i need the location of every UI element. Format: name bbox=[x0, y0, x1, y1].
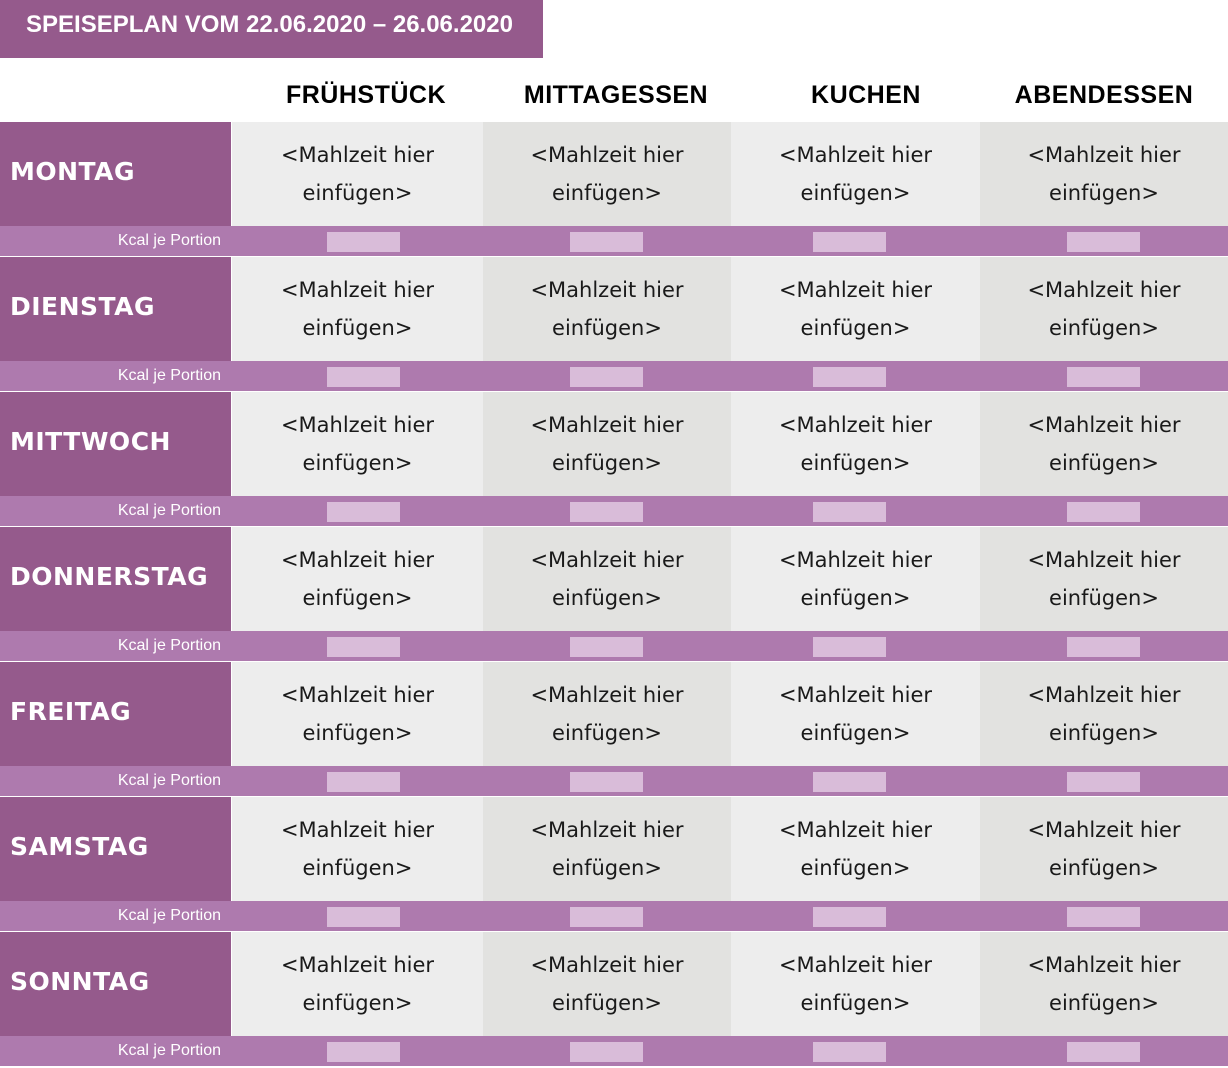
meal-placeholder-line2: einfügen> bbox=[800, 856, 911, 880]
meal-cell-samstag-abendessen[interactable] bbox=[980, 797, 1228, 901]
meal-placeholder-line2: einfügen> bbox=[302, 856, 413, 880]
meal-placeholder-line1: <Mahlzeit hier bbox=[778, 953, 933, 977]
meal-placeholder-line1: <Mahlzeit hier bbox=[280, 953, 435, 977]
meal-placeholder-line2: einfügen> bbox=[800, 721, 911, 745]
meal-placeholder-line1: <Mahlzeit hier bbox=[1027, 143, 1181, 167]
meal-placeholder-line2: einfügen> bbox=[800, 991, 911, 1015]
meal-placeholder-line1: <Mahlzeit hier bbox=[280, 143, 435, 167]
meal-placeholder-line1: <Mahlzeit hier bbox=[280, 548, 435, 572]
kcal-label: Kcal je Portion bbox=[117, 367, 221, 384]
meal-cell-sonntag-mittagessen[interactable] bbox=[483, 932, 731, 1036]
kcal-input-samstag-abendessen[interactable] bbox=[1067, 907, 1140, 927]
meal-placeholder-line2: einfügen> bbox=[1049, 181, 1159, 205]
meal-cell-samstag-mittagessen[interactable] bbox=[483, 797, 731, 901]
meal-placeholder-line2: einfügen> bbox=[302, 316, 413, 340]
kcal-input-donnerstag-mittagessen[interactable] bbox=[570, 637, 643, 657]
kcal-row-sonntag bbox=[0, 1036, 1228, 1066]
meal-cell-dienstag-abendessen[interactable] bbox=[980, 257, 1228, 361]
meal-placeholder-line2: einfügen> bbox=[302, 181, 413, 205]
meal-placeholder-line2: einfügen> bbox=[302, 451, 413, 475]
kcal-label: Kcal je Portion bbox=[117, 232, 221, 249]
meal-placeholder-line2: einfügen> bbox=[302, 586, 413, 610]
kcal-label: Kcal je Portion bbox=[117, 637, 221, 654]
kcal-input-montag-kuchen[interactable] bbox=[813, 232, 886, 252]
meal-placeholder-line2: einfügen> bbox=[302, 721, 413, 745]
kcal-input-freitag-mittagessen[interactable] bbox=[570, 772, 643, 792]
meal-cell-montag-fruehstueck[interactable] bbox=[232, 122, 483, 226]
meal-placeholder-line2: einfügen> bbox=[1049, 586, 1159, 610]
kcal-input-sonntag-abendessen[interactable] bbox=[1067, 1042, 1140, 1062]
kcal-input-samstag-mittagessen[interactable] bbox=[570, 907, 643, 927]
meal-placeholder-line1: <Mahlzeit hier bbox=[1027, 278, 1181, 302]
meal-cell-freitag-mittagessen[interactable] bbox=[483, 662, 731, 766]
day-label-montag: MONTAG bbox=[0, 122, 231, 226]
kcal-input-dienstag-mittagessen[interactable] bbox=[570, 367, 643, 387]
meal-placeholder-line2: einfügen> bbox=[1049, 721, 1159, 745]
day-label-freitag: FREITAG bbox=[0, 662, 231, 766]
kcal-input-freitag-fruehstueck[interactable] bbox=[327, 772, 400, 792]
meal-placeholder-line1: <Mahlzeit hier bbox=[778, 143, 933, 167]
kcal-input-freitag-kuchen[interactable] bbox=[813, 772, 886, 792]
kcal-input-donnerstag-kuchen[interactable] bbox=[813, 637, 886, 657]
meal-placeholder-line1: <Mahlzeit hier bbox=[1027, 548, 1181, 572]
meal-placeholder-line1: <Mahlzeit hier bbox=[530, 953, 684, 977]
meal-placeholder-line2: einfügen> bbox=[552, 856, 662, 880]
kcal-input-samstag-fruehstueck[interactable] bbox=[327, 907, 400, 927]
day-label-samstag: SAMSTAG bbox=[0, 797, 231, 901]
meal-cell-freitag-kuchen[interactable] bbox=[731, 662, 980, 766]
meal-placeholder-line1: <Mahlzeit hier bbox=[280, 278, 435, 302]
meal-placeholder-line1: <Mahlzeit hier bbox=[778, 818, 933, 842]
meal-cell-mittwoch-fruehstueck[interactable] bbox=[232, 392, 483, 496]
meal-placeholder-line1: <Mahlzeit hier bbox=[1027, 953, 1181, 977]
meal-placeholder-line2: einfügen> bbox=[800, 451, 911, 475]
meal-placeholder-line1: <Mahlzeit hier bbox=[1027, 818, 1181, 842]
kcal-input-mittwoch-kuchen[interactable] bbox=[813, 502, 886, 522]
day-label-mittwoch: MITTWOCH bbox=[0, 392, 231, 496]
meal-cell-donnerstag-mittagessen[interactable] bbox=[483, 527, 731, 631]
kcal-input-sonntag-fruehstueck[interactable] bbox=[327, 1042, 400, 1062]
kcal-input-montag-mittagessen[interactable] bbox=[570, 232, 643, 252]
page-title: SPEISEPLAN VOM 22.06.2020 – 26.06.2020 bbox=[0, 0, 543, 58]
meal-placeholder-line1: <Mahlzeit hier bbox=[280, 413, 435, 437]
meal-placeholder-line1: <Mahlzeit hier bbox=[280, 818, 435, 842]
meal-cell-samstag-kuchen[interactable] bbox=[731, 797, 980, 901]
meal-cell-sonntag-abendessen[interactable] bbox=[980, 932, 1228, 1036]
meal-placeholder-line2: einfügen> bbox=[552, 181, 662, 205]
meal-cell-montag-kuchen[interactable] bbox=[731, 122, 980, 226]
day-label-donnerstag: DONNERSTAG bbox=[0, 527, 231, 631]
meal-placeholder-line2: einfügen> bbox=[302, 991, 413, 1015]
kcal-input-donnerstag-abendessen[interactable] bbox=[1067, 637, 1140, 657]
meal-cell-montag-abendessen[interactable] bbox=[980, 122, 1228, 226]
kcal-input-dienstag-kuchen[interactable] bbox=[813, 367, 886, 387]
meal-cell-montag-mittagessen[interactable] bbox=[483, 122, 731, 226]
kcal-input-dienstag-fruehstueck[interactable] bbox=[327, 367, 400, 387]
column-header-fruehstueck: FRÜHSTÜCK bbox=[285, 81, 447, 109]
kcal-input-samstag-kuchen[interactable] bbox=[813, 907, 886, 927]
meal-placeholder-line2: einfügen> bbox=[552, 316, 662, 340]
kcal-input-montag-abendessen[interactable] bbox=[1067, 232, 1140, 252]
column-header-kuchen: KUCHEN bbox=[811, 81, 921, 109]
meal-placeholder-line1: <Mahlzeit hier bbox=[530, 278, 684, 302]
meal-placeholder-line2: einfügen> bbox=[800, 181, 911, 205]
kcal-row-donnerstag bbox=[0, 631, 1228, 661]
meal-cell-dienstag-mittagessen[interactable] bbox=[483, 257, 731, 361]
kcal-input-mittwoch-mittagessen[interactable] bbox=[570, 502, 643, 522]
kcal-input-mittwoch-abendessen[interactable] bbox=[1067, 502, 1140, 522]
kcal-label: Kcal je Portion bbox=[117, 502, 221, 519]
kcal-input-donnerstag-fruehstueck[interactable] bbox=[327, 637, 400, 657]
meal-cell-mittwoch-abendessen[interactable] bbox=[980, 392, 1228, 496]
meal-placeholder-line1: <Mahlzeit hier bbox=[778, 413, 933, 437]
meal-placeholder-line1: <Mahlzeit hier bbox=[530, 548, 684, 572]
meal-cell-mittwoch-mittagessen[interactable] bbox=[483, 392, 731, 496]
meal-cell-dienstag-fruehstueck[interactable] bbox=[232, 257, 483, 361]
kcal-input-sonntag-kuchen[interactable] bbox=[813, 1042, 886, 1062]
meal-cell-mittwoch-kuchen[interactable] bbox=[731, 392, 980, 496]
kcal-input-freitag-abendessen[interactable] bbox=[1067, 772, 1140, 792]
day-label-sonntag: SONNTAG bbox=[0, 932, 231, 1036]
meal-placeholder-line2: einfügen> bbox=[1049, 316, 1159, 340]
meal-placeholder-line2: einfügen> bbox=[800, 316, 911, 340]
meal-placeholder-line1: <Mahlzeit hier bbox=[280, 683, 435, 707]
meal-placeholder-line1: <Mahlzeit hier bbox=[530, 143, 684, 167]
kcal-input-sonntag-mittagessen[interactable] bbox=[570, 1042, 643, 1062]
kcal-input-dienstag-abendessen[interactable] bbox=[1067, 367, 1140, 387]
kcal-row-mittwoch bbox=[0, 496, 1228, 526]
kcal-label: Kcal je Portion bbox=[117, 772, 221, 789]
meal-placeholder-line2: einfügen> bbox=[800, 586, 911, 610]
meal-placeholder-line2: einfügen> bbox=[552, 586, 662, 610]
day-label-dienstag: DIENSTAG bbox=[0, 257, 231, 361]
kcal-label: Kcal je Portion bbox=[117, 907, 221, 924]
meal-placeholder-line2: einfügen> bbox=[552, 451, 662, 475]
meal-placeholder-line2: einfügen> bbox=[552, 721, 662, 745]
kcal-input-mittwoch-fruehstueck[interactable] bbox=[327, 502, 400, 522]
meal-placeholder-line2: einfügen> bbox=[552, 991, 662, 1015]
meal-cell-donnerstag-fruehstueck[interactable] bbox=[232, 527, 483, 631]
meal-cell-freitag-fruehstueck[interactable] bbox=[232, 662, 483, 766]
kcal-label: Kcal je Portion bbox=[117, 1042, 221, 1059]
meal-cell-freitag-abendessen[interactable] bbox=[980, 662, 1228, 766]
kcal-row-montag bbox=[0, 226, 1228, 256]
meal-placeholder-line1: <Mahlzeit hier bbox=[1027, 413, 1181, 437]
meal-placeholder-line1: <Mahlzeit hier bbox=[1027, 683, 1181, 707]
kcal-row-freitag bbox=[0, 766, 1228, 796]
kcal-row-dienstag bbox=[0, 361, 1228, 391]
meal-placeholder-line1: <Mahlzeit hier bbox=[530, 818, 684, 842]
kcal-input-montag-fruehstueck[interactable] bbox=[327, 232, 400, 252]
meal-placeholder-line2: einfügen> bbox=[1049, 991, 1159, 1015]
meal-cell-donnerstag-kuchen[interactable] bbox=[731, 527, 980, 631]
meal-placeholder-line1: <Mahlzeit hier bbox=[778, 683, 933, 707]
meal-placeholder-line1: <Mahlzeit hier bbox=[530, 683, 684, 707]
meal-placeholder-line1: <Mahlzeit hier bbox=[778, 548, 933, 572]
meal-cell-dienstag-kuchen[interactable] bbox=[731, 257, 980, 361]
meal-cell-sonntag-fruehstueck[interactable] bbox=[232, 932, 483, 1036]
meal-placeholder-line1: <Mahlzeit hier bbox=[778, 278, 933, 302]
column-header-mittagessen: MITTAGESSEN bbox=[523, 81, 709, 109]
column-header-abendessen: ABENDESSEN bbox=[1014, 81, 1194, 109]
meal-cell-samstag-fruehstueck[interactable] bbox=[232, 797, 483, 901]
meal-placeholder-line2: einfügen> bbox=[1049, 451, 1159, 475]
meal-cell-donnerstag-abendessen[interactable] bbox=[980, 527, 1228, 631]
meal-placeholder-line1: <Mahlzeit hier bbox=[530, 413, 684, 437]
kcal-row-samstag bbox=[0, 901, 1228, 931]
meal-placeholder-line2: einfügen> bbox=[1049, 856, 1159, 880]
meal-cell-sonntag-kuchen[interactable] bbox=[731, 932, 980, 1036]
